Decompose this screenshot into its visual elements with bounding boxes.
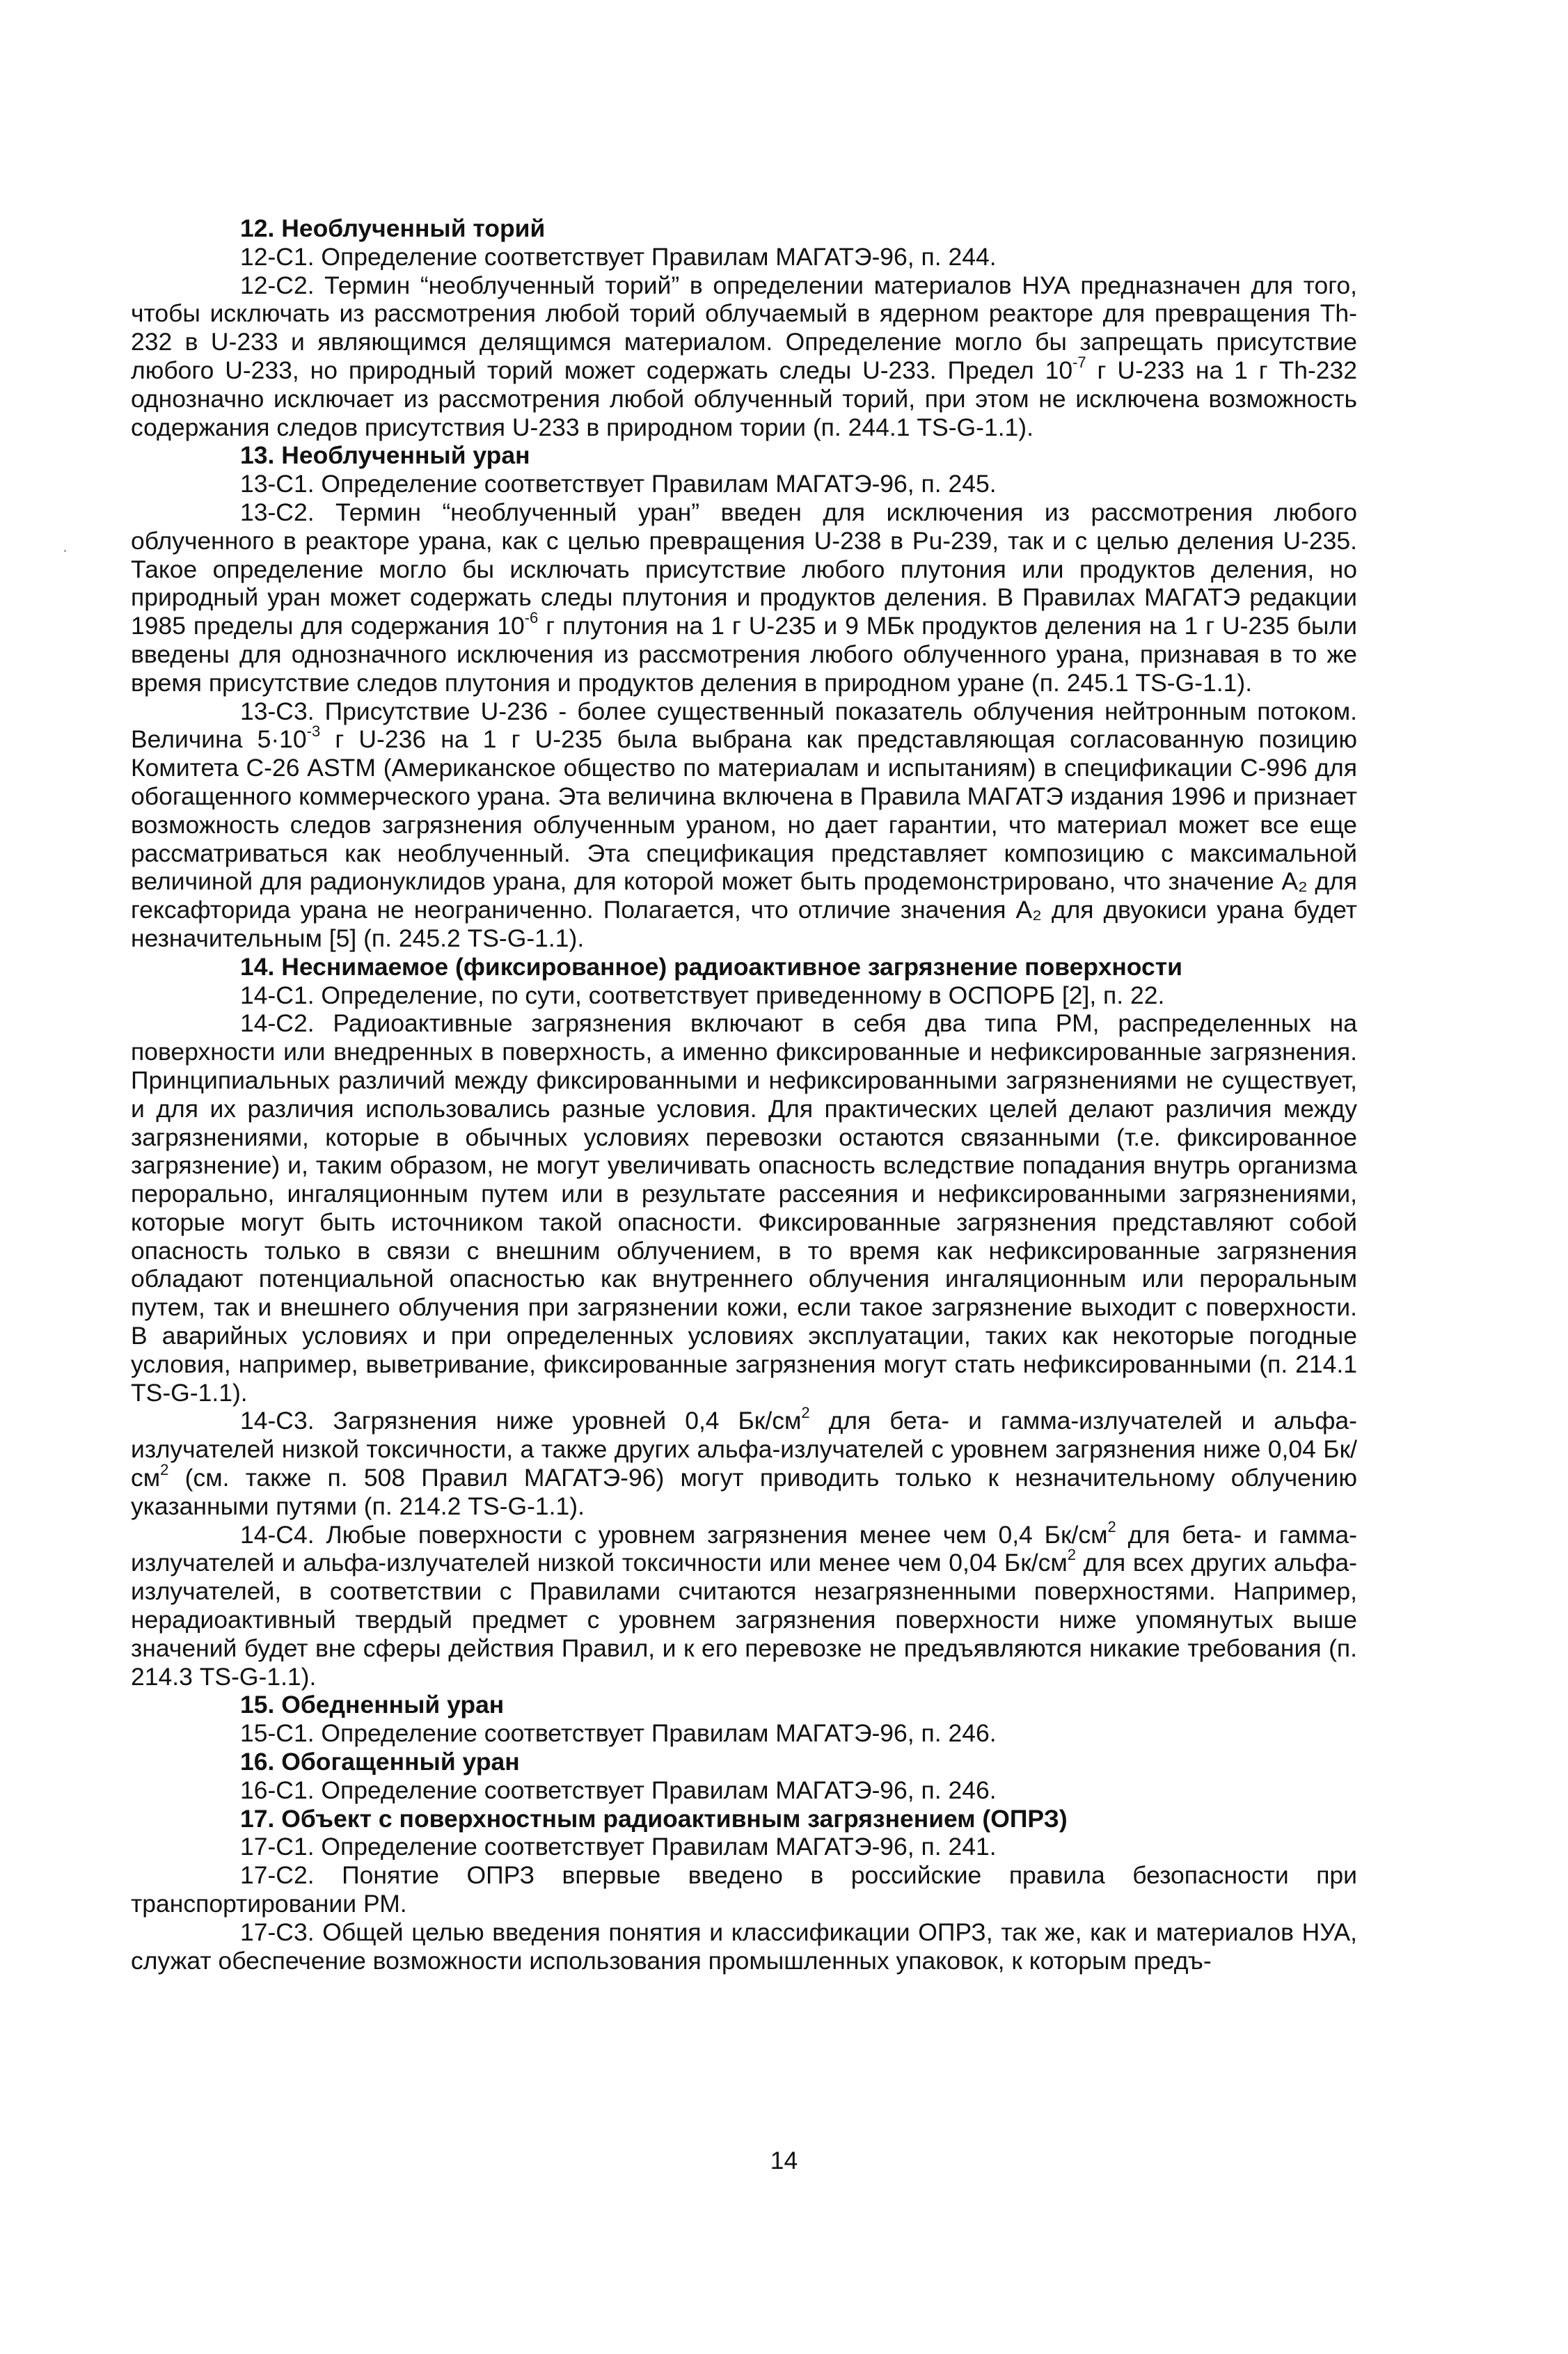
section-heading: 15. Обедненный уран — [240, 1691, 505, 1719]
section-heading: 17. Объект с поверхностным радиоактивным загрязнением (ОПРЗ) — [240, 1804, 1068, 1833]
section-heading: 12. Необлученный торий — [240, 214, 546, 242]
scan-speck — [64, 550, 66, 552]
document-page — [131, 214, 1357, 1975]
paragraph: 13-С3. Присутствие U-236 - более существенный показатель облучения нейтронным потоком. Величина $5\cdot 10^{-3}$ г U-236 на 1 г U-235 была выбрана как представляющая согласованную позицию Комитета С-26 ASTM (Американское общество по материалам и испытаниям) в спецификации С-996 для обогащенного коммерческого урана. Эта величина включена в Правила МАГАТЭ издания 1996 и признает возможность следов загрязнения облученным ураном, но дает гарантии, что материал может все еще рассматриваться как необлученный. Эта спецификация представляет композицию с максимальной величиной для радионуклидов урана, для которой может быть продемонстрировано, что значение A₂ для гексафторида урана не неограниченно. Полагается, что отличие значения A₂ для двуокиси урана будет незначительным [5] (п. 245.2 TS-G-1.1). — [131, 697, 1357, 952]
section-heading: 13. Необлученный уран — [240, 441, 530, 470]
paragraph: 16-С1. Определение соответствует Правилам МАГАТЭ-96, п. 246. — [240, 1776, 997, 1804]
paragraph: 14-С3. Загрязнения ниже уровней 0,4 $Бк/см^2$ для бета- и гамма-излучателей и альфа-излучателей низкой токсичности, а также других альфа-излучателей с уровнем загрязнения ниже 0,04 $Бк/см^2$ (см. также п. 508 Правил МАГАТЭ-96) могут приводить только к незначительному облучению указанными путями (п. 214.2 TS-G-1.1). — [131, 1404, 1357, 1520]
paragraph: 13-С2. Термин “необлученный уран” введен для исключения из рассмотрения любого облученного в реакторе урана, как с целью превращения U-238 в Pu-239, так и с целью деления U-235. Такое определение могло бы исключать присутствие любого плутония или продуктов деления, но природный уран может содержать следы плутония и продуктов деления. В Правилах МАГАТЭ редакции 1985 пределы для содержания $10^{-6}$ г плутония на 1 г U-235 и 9 МБк продуктов деления на 1 г U-235 были введены для однозначного исключения из рассмотрения любого облученного урана, признавая в то же время присутствие следов плутония и продуктов деления в природном уране (п. 245.1 TS-G-1.1). — [131, 498, 1357, 697]
paragraph: 13-С1. Определение соответствует Правилам МАГАТЭ-96, п. 245. — [240, 470, 997, 498]
section-heading: 16. Обогащенный уран — [240, 1748, 520, 1776]
paragraph: 15-С1. Определение соответствует Правилам МАГАТЭ-96, п. 246. — [240, 1719, 997, 1748]
paragraph: 14-С1. Определение, по сути, соответствует приведенному в ОСПОРБ [2], п. 22. — [240, 981, 1165, 1009]
paragraph: 17-С1. Определение соответствует Правилам МАГАТЭ-96, п. 241. — [240, 1833, 997, 1861]
page-number: 14 — [770, 2147, 798, 2174]
section-heading: 14. Неснимаемое (фиксированное) радиоактивное загрязнение поверхности — [240, 952, 1182, 981]
paragraph: 17-С3. Общей целью введения понятия и классификации ОПРЗ, так же, как и материалов НУА, служат обеспечение возможности использования промышленных упаковок, к которым предъ- — [131, 1918, 1357, 1975]
paragraph: 12-С1. Определение соответствует Правилам МАГАТЭ-96, п. 244. — [240, 242, 997, 271]
paragraph: 14-С2. Радиоактивные загрязнения включают в себя два типа РМ, распределенных на поверхности или внедренных в поверхность, а именно фиксированные и нефиксированные загрязнения. Принципиальных различий между фиксированными и нефиксированными загрязнениями не существует, и для их различия использовались разные условия. Для практических целей делают различия между загрязнениями, которые в обычных условиях перевозки остаются связанными (т.е. фиксированное загрязнение) и, таким образом, не могут увеличивать опасность вследствие попадания внутрь организма перорально, ингаляционным путем или в результате рассеяния и нефиксированными загрязнениями, которые могут быть источником такой опасности. Фиксированные загрязнения представляют собой опасность только в связи с внешним облучением, в то время как нефиксированные загрязнения обладают потенциальной опасностью как внутреннего облучения ингаляционным или пероральным путем, так и внешнего облучения при загрязнении кожи, если такое загрязнение выходит с поверхности. В аварийных условиях и при определенных условиях эксплуатации, таких как некоторые погодные условия, например, выветривание, фиксированные загрязнения могут стать нефиксированными (п. 214.1 TS-G-1.1). — [131, 1009, 1357, 1407]
paragraph: 17-С2. Понятие ОПРЗ впервые введено в российские правила безопасности при транспортировании РМ. — [131, 1861, 1357, 1918]
paragraph: 12-С2. Термин “необлученный торий” в определении материалов НУА предназначен для того, чтобы исключать из рассмотрения любой торий облучаемый в ядерном реакторе для превращения Th-232 в U-233 и являющимся делящимся материалом. Определение могло бы запрещать присутствие любого U-233, но природный торий может содержать следы U-233. Предел $10^{-7}$ г U-233 на 1 г Th-232 однозначно исключает из рассмотрения любой облученный торий, при этом не исключена возможность содержания следов присутствия U-233 в природном тории (п. 244.1 TS-G-1.1). — [131, 271, 1357, 441]
paragraph: 14-С4. Любые поверхности с уровнем загрязнения менее чем 0,4 $Бк/см^2$ для бета- и гамма-излучателей и альфа-излучателей низкой токсичности или менее чем 0,04 $Бк/см^2$ для всех других альфа-излучателей, в соответствии с Правилами считаются незагрязненными поверхностями. Например, нерадиоактивный твердый предмет с уровнем загрязнения поверхности ниже упомянутых выше значений будет вне сферы действия Правил, и к его перевозке не предъявляются никакие требования (п. 214.3 TS-G-1.1). — [131, 1517, 1357, 1691]
